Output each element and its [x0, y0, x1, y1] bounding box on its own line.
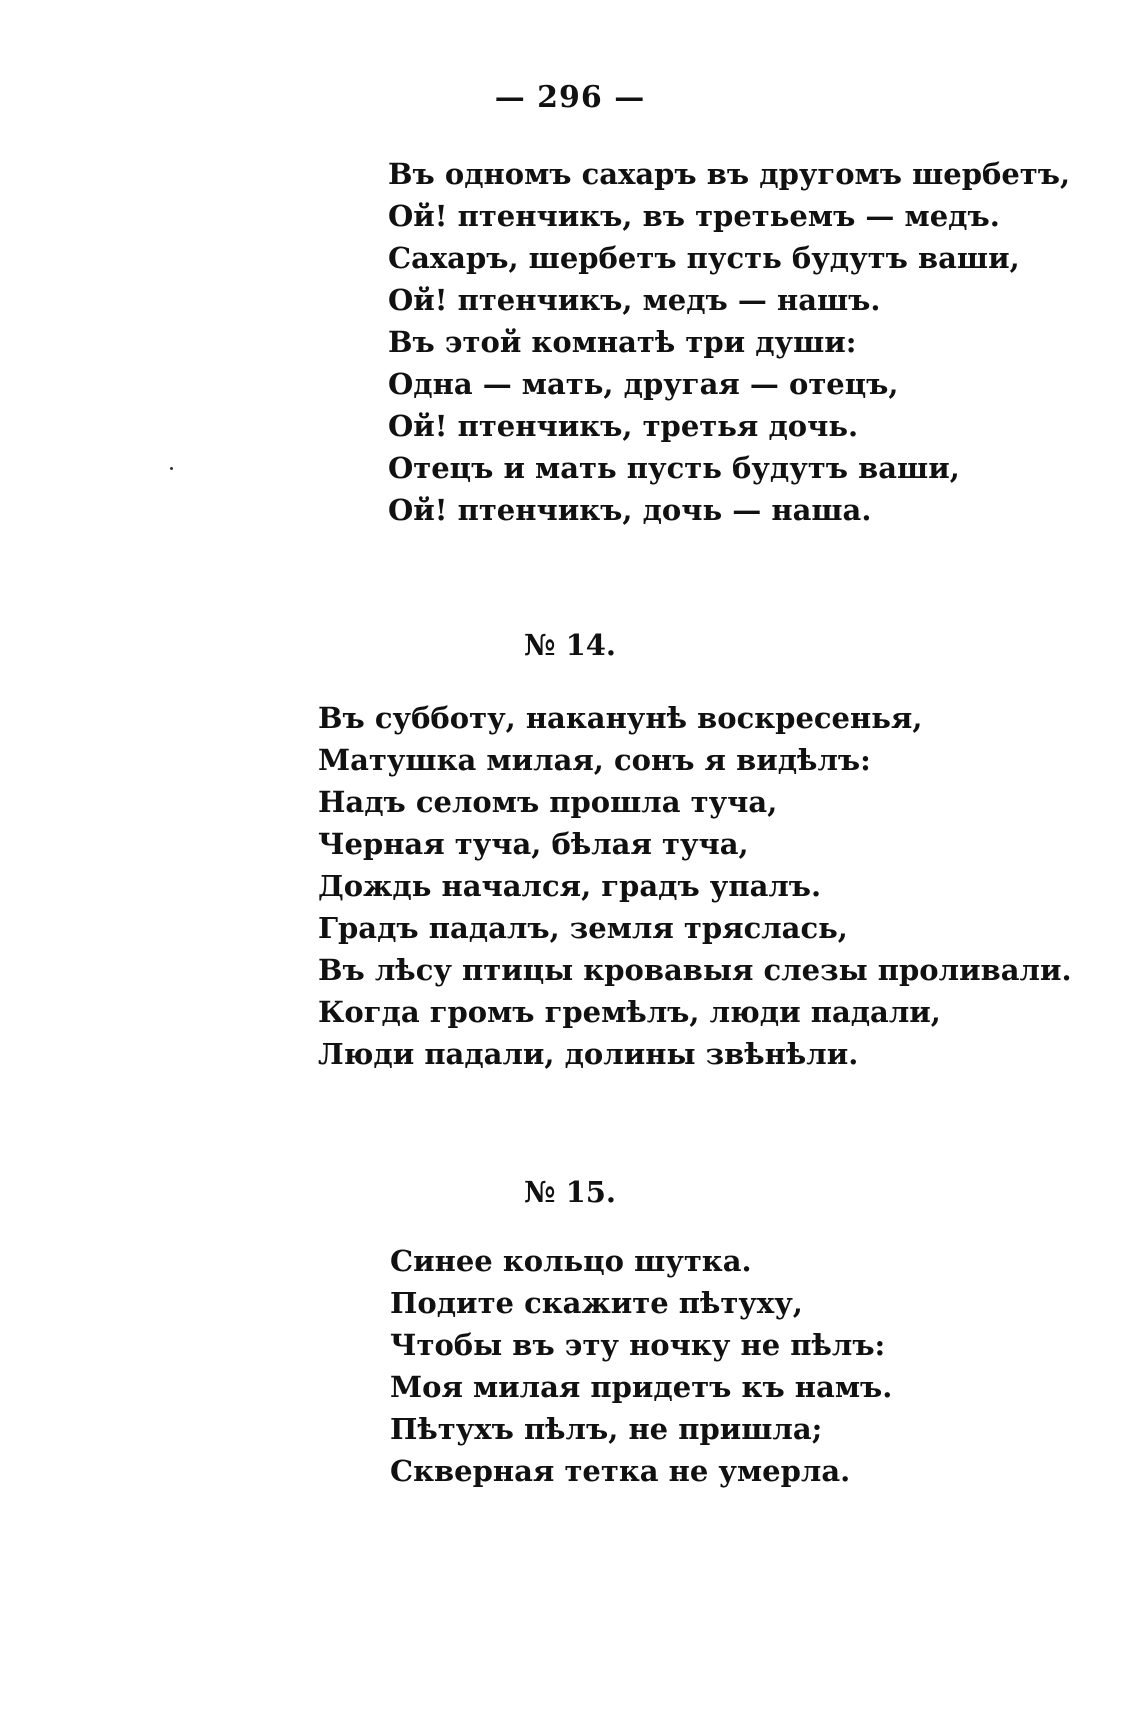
verse-line: Сахаръ, шербетъ пусть будутъ ваши, [388, 241, 1020, 275]
verse-line: Скверная тетка не умерла. [390, 1454, 851, 1488]
verse-line: Надъ селомъ прошла туча, [318, 785, 778, 819]
verse-line: Подите скажите пѣтуху, [390, 1286, 803, 1320]
verse-line: Черная туча, бѣлая туча, [318, 827, 749, 861]
verse-line: Въ этой комнатѣ три души: [388, 325, 857, 359]
section-15-stanza [390, 1240, 892, 1492]
verse-line: Отецъ и мать пусть будутъ ваши, [388, 451, 960, 485]
verse-line: Пѣтухъ пѣлъ, не пришла; [390, 1412, 823, 1446]
verse-line: Въ субботу, наканунѣ воскресенья, [318, 701, 923, 735]
verse-line: Градъ падалъ, земля тряслась, [318, 911, 848, 945]
verse-line: Ой! птенчикъ, медъ — нашъ. [388, 283, 881, 317]
section-14-stanza [318, 697, 1072, 1075]
section-14-heading: № 14. [523, 628, 617, 662]
verse-line: Въ лѣсу птицы кровавыя слезы проливали. [318, 953, 1072, 987]
verse-line: Моя милая придетъ къ намъ. [390, 1370, 893, 1404]
verse-line: Въ одномъ сахаръ въ другомъ шербетъ, [388, 157, 1071, 191]
margin-speck [170, 467, 173, 470]
verse-line: Матушка милая, сонъ я видѣлъ: [318, 743, 871, 777]
page-number: — 296 — [494, 80, 646, 115]
verse-line: Когда громъ гремѣлъ, люди падали, [318, 995, 941, 1029]
verse-line: Синее кольцо шутка. [390, 1244, 752, 1278]
verse-line: Люди падали, долины звѣнѣли. [318, 1037, 859, 1071]
verse-line: Чтобы въ эту ночку не пѣлъ: [390, 1328, 886, 1362]
verse-line: Ой! птенчикъ, третья дочь. [388, 409, 859, 443]
verse-line: Ой! птенчикъ, въ третьемъ — медъ. [388, 199, 1000, 233]
verse-line: Дождь начался, градъ упалъ. [318, 869, 822, 903]
poem-continuation-stanza [388, 153, 1070, 531]
verse-line: Ой! птенчикъ, дочь — наша. [388, 493, 872, 527]
section-15-heading: № 15. [523, 1175, 617, 1209]
verse-line: Одна — мать, другая — отецъ, [388, 367, 899, 401]
